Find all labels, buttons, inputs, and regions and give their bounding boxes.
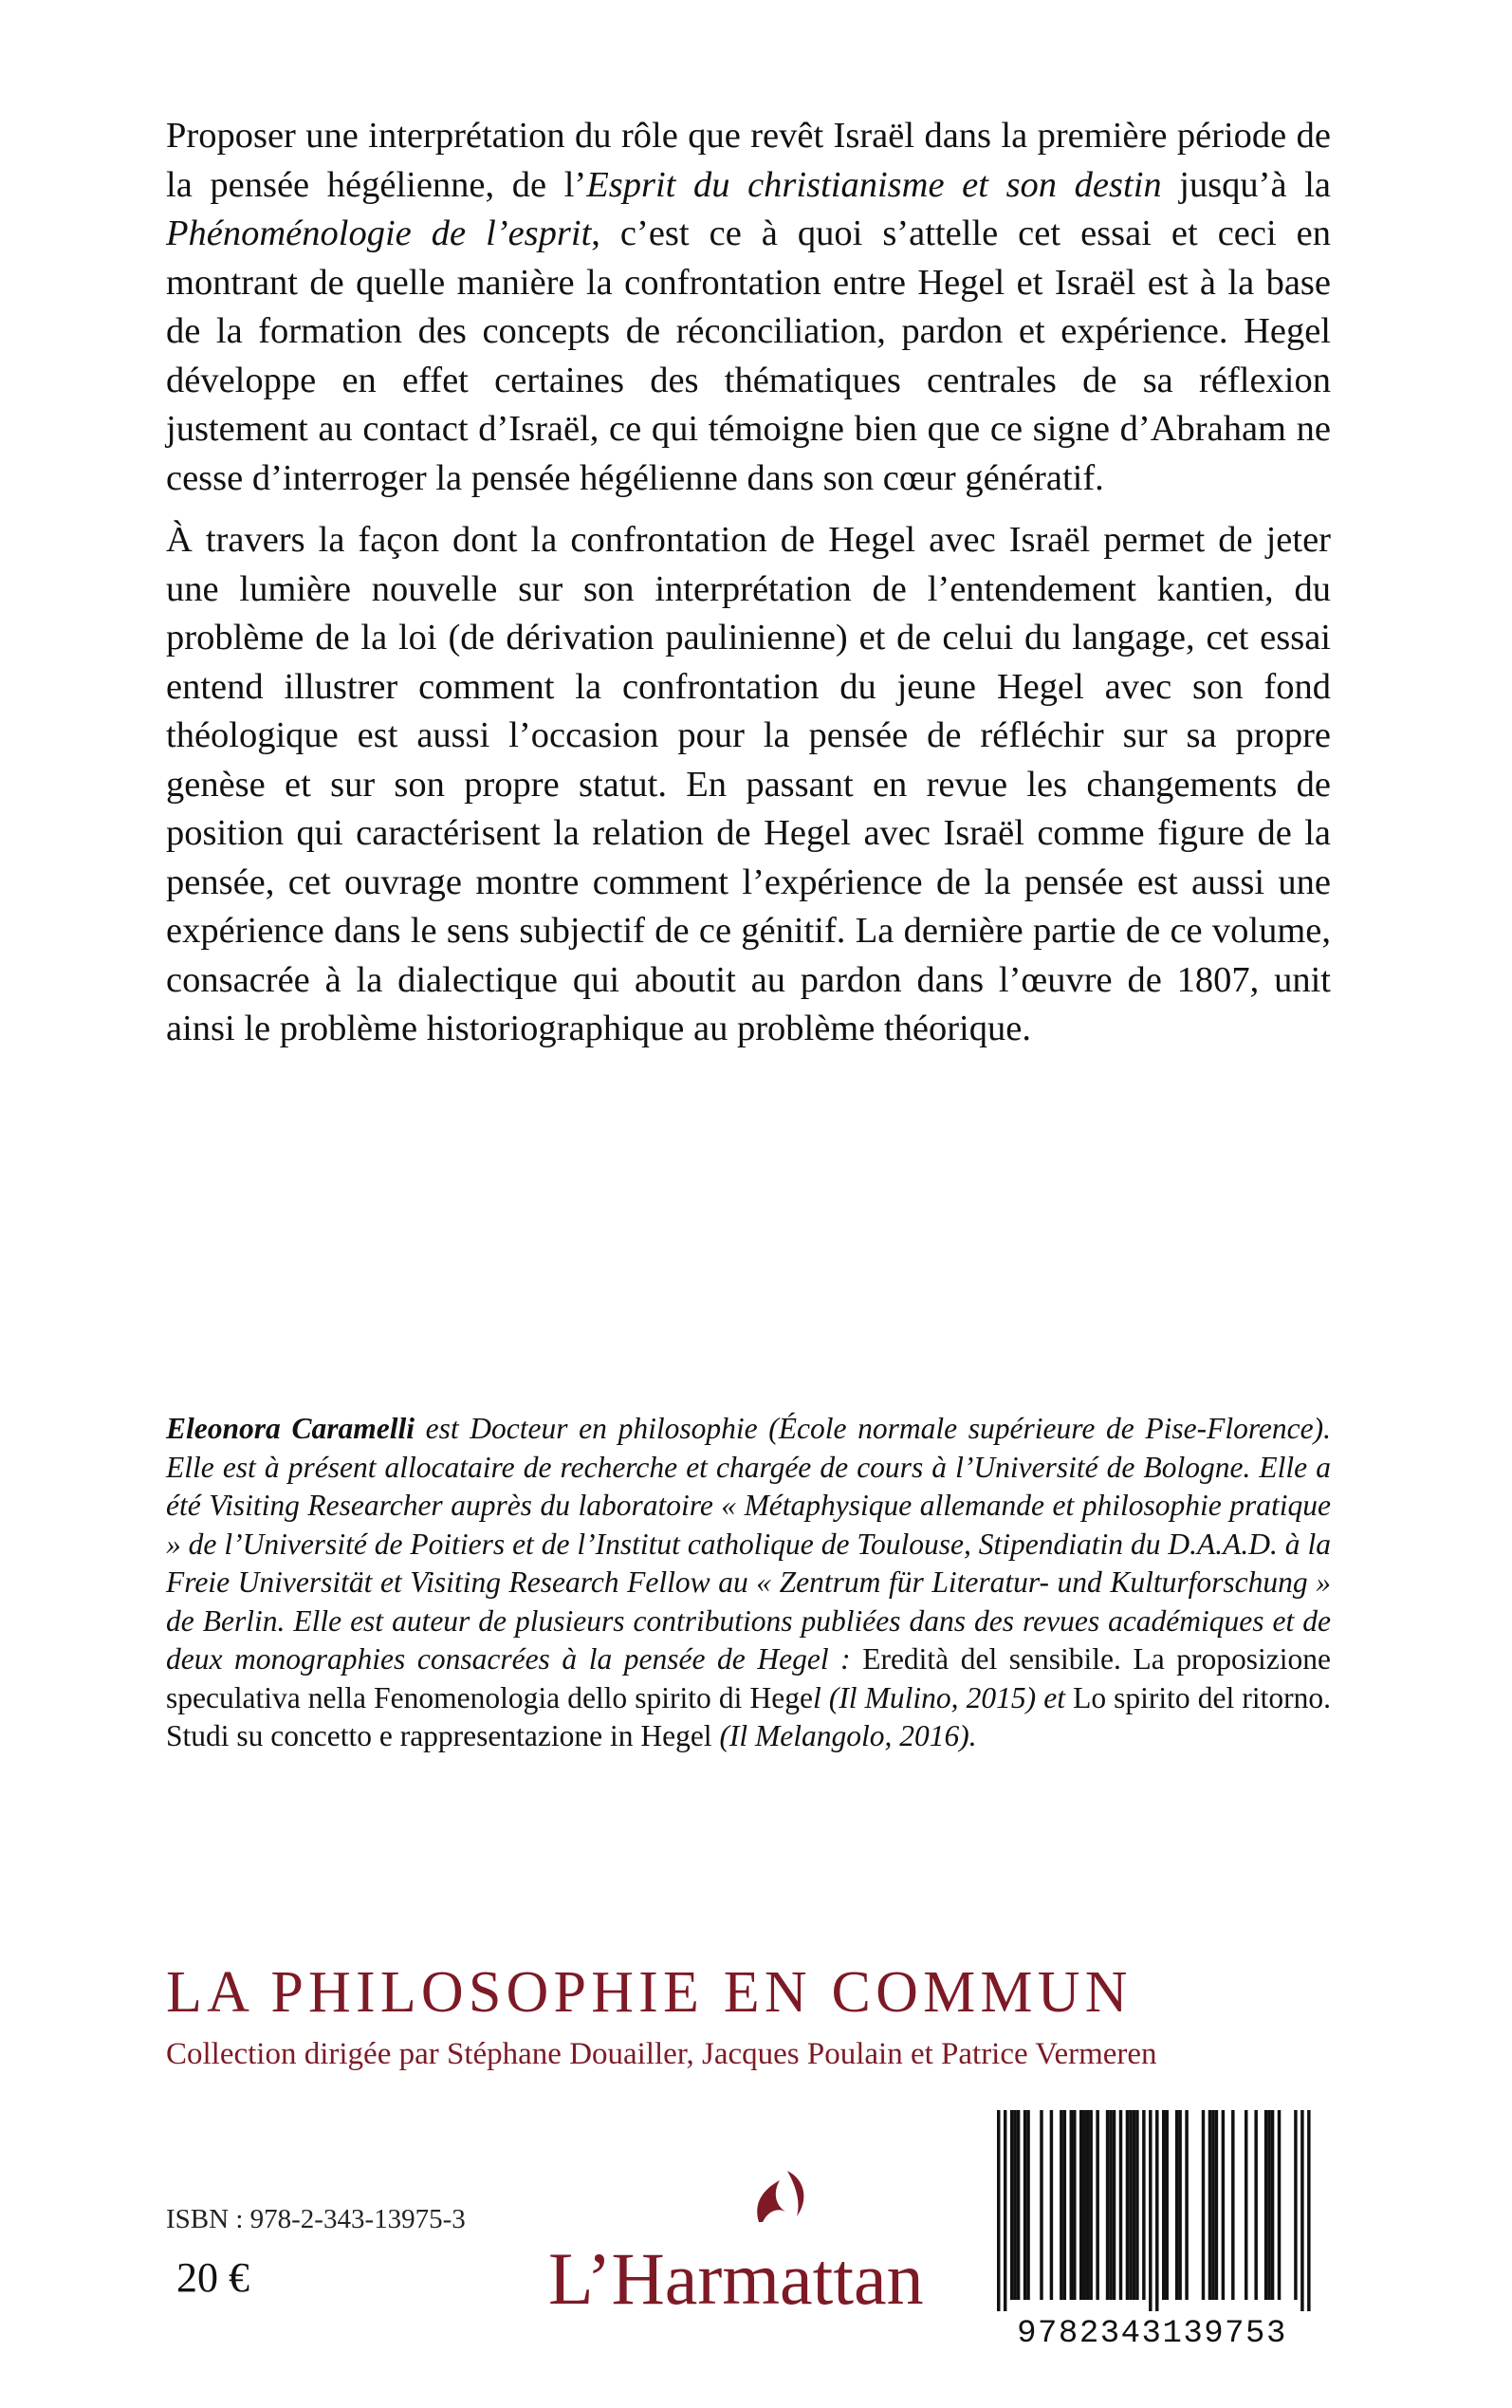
monograph-title-2: Lo spirito del ritorno. Studi su concetto e rappresentazione in Hegel [166, 1680, 1331, 1752]
barcode-bar [1165, 2110, 1168, 2300]
barcode-bar [1133, 2110, 1135, 2300]
barcode-bar [1096, 2110, 1098, 2300]
monograph-publisher-1: l (Il Mulino, 2015) et [812, 1680, 1074, 1714]
isbn-label: ISBN : 978-2-343-13975-3 [166, 2204, 466, 2234]
barcode-bar [1073, 2110, 1076, 2300]
back-cover-synopsis [166, 112, 1331, 1054]
barcode-bar [1208, 2110, 1211, 2300]
barcode-bar [1086, 2110, 1089, 2300]
synopsis-paragraph-1 [166, 112, 1331, 503]
barcode-bar [1178, 2110, 1181, 2300]
barcode-bar [1050, 2110, 1053, 2300]
barcode-bar [1185, 2110, 1188, 2300]
monograph-title-1: Eredità del sensibile. La proposizione speculativa nella Fenomenologia dello spirito di Hege [166, 1642, 1331, 1714]
barcode-bar [1271, 2110, 1274, 2300]
barcode-bar [1060, 2110, 1062, 2300]
barcode-bar [1082, 2110, 1085, 2300]
barcode-bar [1089, 2110, 1092, 2300]
book-title-esprit-du-christianisme: Esprit du christianisme et son destin [586, 164, 1162, 205]
barcode-bar [1070, 2110, 1073, 2300]
barcode-bar [1245, 2110, 1247, 2300]
barcode-bar [1264, 2110, 1267, 2300]
barcode-bar [1300, 2110, 1303, 2311]
price-label: 20 € [176, 2254, 249, 2301]
logo-flame-mark [757, 2180, 787, 2222]
barcode-bar [1215, 2110, 1218, 2300]
barcode-bar [1278, 2110, 1281, 2300]
barcode-bar [1026, 2110, 1029, 2300]
collection-directors: Collection dirigée par Stéphane Douailler, Jacques Poulain et Patrice Vermeren [166, 2037, 1157, 2071]
barcode-bar [1109, 2110, 1112, 2300]
barcode-bar [1079, 2110, 1082, 2300]
synopsis-text: Proposer une interprétation du rôle que revêt Israël dans la première période de la pensée hégélienne, de l’ [166, 116, 1331, 205]
isbn-barcode [980, 2104, 1324, 2346]
publisher-name: L’Harmattan [548, 2237, 924, 2320]
synopsis-text: , c’est ce à quoi s’attelle cet essai et ceci en montrant de quelle manière la confrontation entre Hegel et Israël est à la base de la formation des concepts de réconciliation, pardon et expérience. Hegel développe en effet certaines des thématiques centrales de sa réflexion justement au contact d’Israël, ce qui témoigne bien que ce signe d’Abraham ne cesse d’interroger la pensée hégélienne dans son cœur génératif. [166, 213, 1331, 498]
barcode-bar [1129, 2110, 1132, 2300]
barcode-bar [1063, 2110, 1066, 2300]
barcode-bar [1211, 2110, 1214, 2300]
synopsis-paragraph-2: À travers la façon dont la confrontation de Hegel avec Israël permet de jeter une lumière nouvelle sur son interprétation de l’entendement kantien, du problème de la loi (de dérivation paulinienne) et de celui du langage, cet essai entend illustrer comment la confrontation du jeune Hegel avec son fond théologique est aussi l’occasion pour la pensée de réfléchir sur sa propre genèse et sur son propre statut. En passant en revue les changements de position qui caractérisent la relation de Hegel avec Israël comme figure de la pensée, cet ouvrage montre comment l’expérience de la pensée est aussi une expérience dans le sens subjectif de ce génitif. La dernière partie de ce volume, consacrée à la dialectique qui aboutit au pardon dans l’œuvre de 1807, unit ainsi le problème historiographique au problème théorique. [166, 520, 1331, 1048]
barcode-bar [1162, 2110, 1165, 2300]
barcode-bar [1307, 2110, 1310, 2311]
barcode-bar [1040, 2110, 1042, 2300]
barcode-bar [1267, 2110, 1270, 2300]
barcode-bar [1222, 2110, 1225, 2300]
author-biography [166, 1410, 1331, 1756]
bio-text: est Docteur en philosophie (École normale supérieure de Pise-Florence). Elle est à présent allocataire de recherche et chargée de cours à l’Université de Bologne. Elle a été Visiting Researcher auprès du laboratoire « Métaphysique allemande et philosophie pratique » de l’Université de Poitiers et de l’Institut catholique de Toulouse, Stipendiatin du D.A.A.D. à la Freie Universität et Visiting Research Fellow au « Zentrum für Literatur- und Kulturforschung » de Berlin. Elle est auteur de plusieurs contributions publiées dans des revues académiques et de deux monographies consacrées à la pensée de Hegel : [166, 1412, 1331, 1676]
barcode-bar [1106, 2110, 1109, 2300]
publisher-logo [548, 2161, 956, 2323]
barcode-bar [1023, 2110, 1026, 2300]
barcode-bar [997, 2110, 1000, 2311]
barcode-bar [1135, 2110, 1138, 2300]
barcode-bar [1010, 2110, 1013, 2300]
barcode-bar [1149, 2110, 1152, 2311]
barcode-bar [1142, 2110, 1145, 2300]
barcode-bar [1017, 2110, 1020, 2300]
barcode-digits: 9782343139753 [1017, 2316, 1287, 2346]
barcode-bar [1202, 2110, 1205, 2300]
barcode-bar [1119, 2110, 1122, 2300]
book-title-phenomenologie: Phénoménologie de l’esprit [166, 213, 592, 253]
barcode-bar [1013, 2110, 1016, 2300]
barcode-bar [1126, 2110, 1129, 2300]
synopsis-text: jusqu’à la [1161, 164, 1331, 205]
barcode-bar [1231, 2110, 1234, 2300]
barcode-bar [1004, 2110, 1006, 2311]
barcode-bar [1175, 2110, 1178, 2300]
barcode-bar [1254, 2110, 1257, 2300]
barcode-bar [1294, 2110, 1297, 2300]
barcode-bar [1113, 2110, 1116, 2300]
author-name: Eleonora Caramelli [166, 1412, 415, 1445]
monograph-publisher-2: (Il Melangolo, 2016). [711, 1719, 977, 1752]
barcode-bar [1155, 2110, 1158, 2311]
collection-title: LA PHILOSOPHIE EN COMMUN [166, 1960, 1133, 2025]
